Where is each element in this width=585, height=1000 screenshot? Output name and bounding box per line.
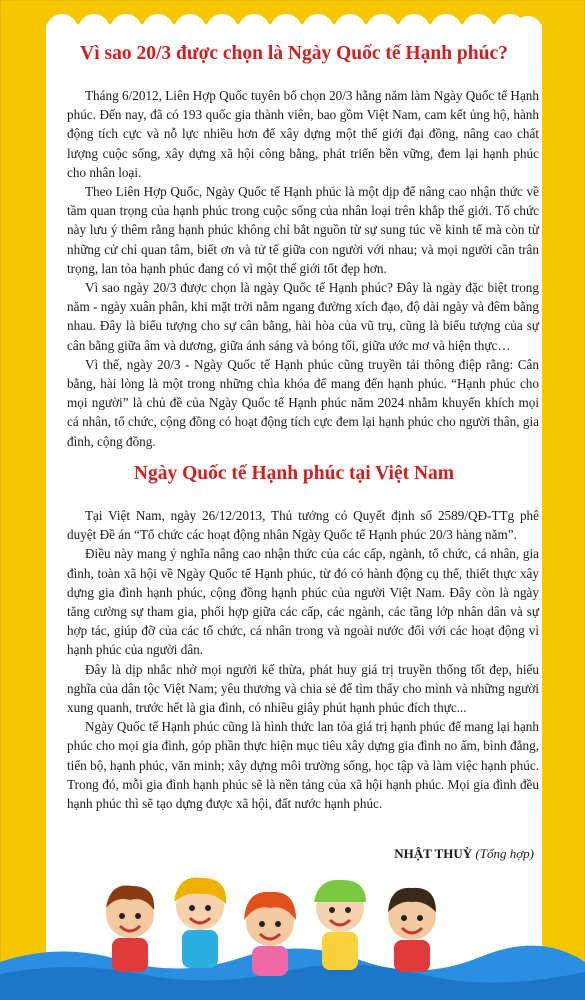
paragraph: Điều này mang ý nghĩa nâng cao nhận thức của các cấp, ngành, tổ chức, cá nhân, gia đình, toàn xã hội về Ngày Quốc tế Hạnh phúc, từ đó có hành động cụ thể, thiết thực xây dựng gia đình hạnh phúc, cộng đồng hạnh phúc của người Việt Nam. Đây còn là ngày tăng cường sự tham gia, phối hợp giữa các cấp, các ngành, các tầng lớp nhân dân và sự hợp tác, giúp đỡ của các tổ chức, cá nhân trong và ngoài nước đối với các hoạt động vì hạnh phúc của người dân. (67, 546, 539, 658)
paragraph: Tại Việt Nam, ngày 26/12/2013, Thủ tướng có Quyết định số 2589/QĐ-TTg phê duyệt Đề án “Tổ chức các hoạt động nhân Ngày Quốc tế Hạnh phúc 20/3 hàng năm”. (67, 508, 539, 543)
section1-title: Vì sao 20/3 được chọn là Ngày Quốc tế Hạnh phúc? (80, 43, 508, 64)
paragraph: Ngày Quốc tế Hạnh phúc cũng là hình thức lan tỏa giá trị hạnh phúc để mang lại hạnh phúc cho mọi gia đình, góp phần thực hiện mục tiêu xây dựng gia đình no ấm, bình đẳng, tiến bộ, hạnh phúc, văn minh; xây dựng môi trường sống, học tập và làm việc hạnh phúc. Trong đó, mỗi gia đình hạnh phúc sẽ là nền tảng của xã hội hạnh phúc. Mọi gia đình đều hạnh phúc thì sẽ tạo dựng được xã hội, đất nước hạnh phúc. (67, 719, 539, 812)
source-note: (Tổng hợp) (475, 846, 534, 861)
section1-text (67, 86, 539, 451)
paragraph: Vì sao ngày 20/3 được chọn là ngày Quốc tế Hạnh phúc? Đây là ngày đặc biệt trong năm - ngày xuân phân, khi mặt trời nằm ngang đường xích đạo, độ dài ngày và đêm bằng nhau. Đây là biểu tượng cho sự cân bằng, hài hòa của vũ trụ, cũng là biểu tượng của sự cân bằng giữa âm và dương, giữa ánh sáng và bóng tối, giữa ước mơ và hiện thực… (67, 280, 539, 353)
paragraph: Theo Liên Hợp Quốc, Ngày Quốc tế Hạnh phúc là một dịp để nâng cao nhận thức về tầm quan trọng của hạnh phúc trong cuộc sống của nhân loại trên khắp thế giới. Tổ chức này lưu ý thêm rằng hạnh phúc không chỉ bắt nguồn từ sự sung túc về kinh tế mà còn từ những cử chỉ quan tâm, biết ơn và tử tế giữa con người với nhau; và mọi người cần trân trọng, lan tỏa hạnh phúc đang có vì một thế giới tốt đẹp hơn. (67, 184, 539, 276)
article-body (46, 24, 542, 1000)
paragraph: Vì thế, ngày 20/3 - Ngày Quốc tế Hạnh phúc cũng truyền tải thông điệp rằng: Cân bằng, hài lòng là một trong những chìa khóa để mang đến hạnh phúc. “Hạnh phúc cho mọi người” là chủ đề của Ngày Quốc tế Hạnh phúc năm 2024 nhằm khuyến khích mọi cá nhân, tổ chức, cộng đồng có hoạt động tích cực đem lại hạnh phúc cho người thân, gia đình, cộng đồng. (67, 356, 539, 449)
children-illustration (0, 862, 585, 1000)
author-name: NHẬT THUỲ (394, 846, 473, 861)
paragraph: Tháng 6/2012, Liên Hợp Quốc tuyên bố chọn 20/3 hằng năm làm Ngày Quốc tế Hạnh phúc. Đến nay, đã có 193 quốc gia thành viên, bao gồm Việt Nam, cam kết ủng hộ, hành động tích cực và nỗ lực nhiều hơn để xây dựng một thế giới đại đồng, nâng cao chất lượng cuộc sống, xây dựng xã hội công bằng, phát triển bền vững, đem lại hạnh phúc cho nhân loại. (67, 88, 539, 180)
child-2 (174, 878, 226, 969)
child-5 (388, 888, 436, 972)
paragraph: Đây là dịp nhắc nhở mọi người kế thừa, phát huy giá trị truyền thống tốt đẹp, hiếu nghĩa của dân tộc Việt Nam; yêu thương và chia sẻ để tìm thấy cho mình và những người xung quanh, trước hết là gia đình, có nhiều giây phút hạnh phúc đích thực... (67, 661, 539, 716)
child-1 (106, 885, 154, 972)
section2-text (67, 506, 539, 813)
signature (394, 846, 534, 862)
section2-title: Ngày Quốc tế Hạnh phúc tại Việt Nam (133, 463, 455, 484)
